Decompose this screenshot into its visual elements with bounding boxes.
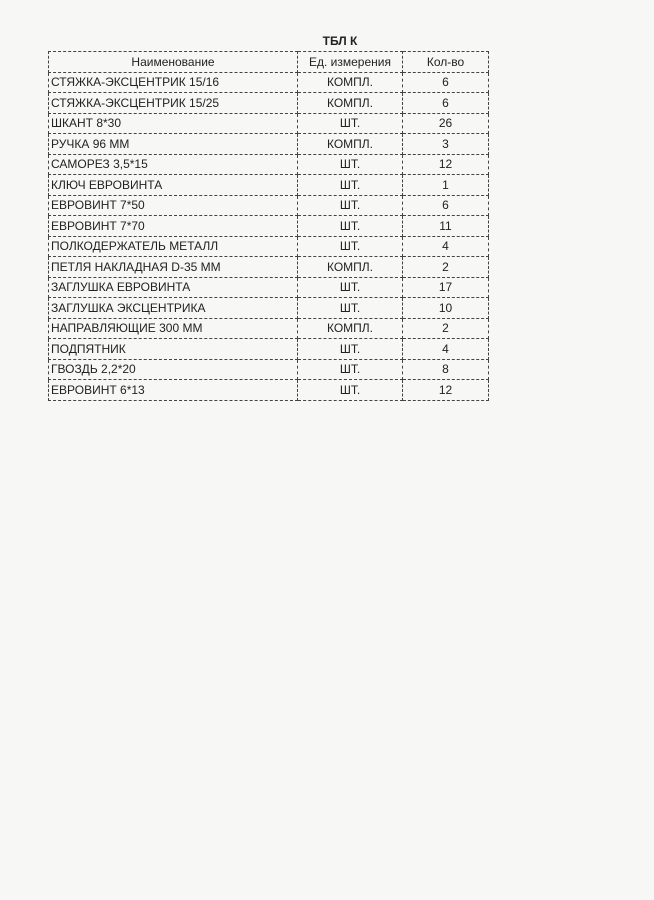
parts-table — [48, 51, 489, 401]
table-row — [49, 318, 489, 339]
cell-qty: 17 — [403, 277, 489, 298]
table-row — [49, 380, 489, 401]
cell-qty: 6 — [403, 195, 489, 216]
cell-qty: 12 — [403, 380, 489, 401]
table-row — [49, 134, 489, 155]
cell-unit: ШТ. — [298, 113, 403, 134]
cell-qty: 4 — [403, 236, 489, 257]
cell-name: ЗАГЛУШКА ЭКСЦЕНТРИКА — [49, 298, 298, 319]
cell-qty: 10 — [403, 298, 489, 319]
cell-qty: 26 — [403, 113, 489, 134]
cell-name: ГВОЗДЬ 2,2*20 — [49, 359, 298, 380]
table-row — [49, 93, 489, 114]
table-title: ТБЛ К — [322, 34, 358, 48]
cell-name: ЕВРОВИНТ 7*50 — [49, 195, 298, 216]
cell-qty: 8 — [403, 359, 489, 380]
header-unit: Ед. измерения — [298, 52, 403, 73]
cell-unit: ШТ. — [298, 195, 403, 216]
cell-name: ПОДПЯТНИК — [49, 339, 298, 360]
cell-name: САМОРЕЗ 3,5*15 — [49, 154, 298, 175]
cell-qty: 4 — [403, 339, 489, 360]
cell-unit: КОМПЛ. — [298, 72, 403, 93]
cell-name: КЛЮЧ ЕВРОВИНТА — [49, 175, 298, 196]
cell-unit: ШТ. — [298, 277, 403, 298]
cell-unit: ШТ. — [298, 380, 403, 401]
cell-unit: КОМПЛ. — [298, 134, 403, 155]
table-row — [49, 277, 489, 298]
cell-name: ЕВРОВИНТ 6*13 — [49, 380, 298, 401]
cell-qty: 1 — [403, 175, 489, 196]
cell-unit: ШТ. — [298, 175, 403, 196]
cell-name: ЗАГЛУШКА ЕВРОВИНТА — [49, 277, 298, 298]
cell-unit: ШТ. — [298, 216, 403, 237]
cell-unit: КОМПЛ. — [298, 93, 403, 114]
cell-unit: ШТ. — [298, 359, 403, 380]
cell-unit: ШТ. — [298, 298, 403, 319]
cell-qty: 6 — [403, 93, 489, 114]
cell-unit: ШТ. — [298, 154, 403, 175]
cell-qty: 6 — [403, 72, 489, 93]
cell-unit: КОМПЛ. — [298, 318, 403, 339]
cell-qty: 2 — [403, 318, 489, 339]
table-row — [49, 216, 489, 237]
table-row — [49, 298, 489, 319]
cell-name: РУЧКА 96 ММ — [49, 134, 298, 155]
cell-qty: 11 — [403, 216, 489, 237]
table-row — [49, 359, 489, 380]
cell-name: ПЕТЛЯ НАКЛАДНАЯ D-35 ММ — [49, 257, 298, 278]
cell-name: ЕВРОВИНТ 7*70 — [49, 216, 298, 237]
cell-qty: 3 — [403, 134, 489, 155]
cell-unit: ШТ. — [298, 236, 403, 257]
header-qty: Кол-во — [403, 52, 489, 73]
cell-unit: ШТ. — [298, 339, 403, 360]
cell-qty: 2 — [403, 257, 489, 278]
table-row — [49, 236, 489, 257]
cell-unit: КОМПЛ. — [298, 257, 403, 278]
table-row — [49, 257, 489, 278]
table-header-row — [49, 52, 489, 73]
cell-name: НАПРАВЛЯЮЩИЕ 300 ММ — [49, 318, 298, 339]
cell-name: СТЯЖКА-ЭКСЦЕНТРИК 15/16 — [49, 72, 298, 93]
table-row — [49, 175, 489, 196]
table-row — [49, 339, 489, 360]
table-row — [49, 154, 489, 175]
cell-name: ПОЛКОДЕРЖАТЕЛЬ МЕТАЛЛ — [49, 236, 298, 257]
table-row — [49, 113, 489, 134]
table-row — [49, 72, 489, 93]
cell-name: ШКАНТ 8*30 — [49, 113, 298, 134]
cell-name: СТЯЖКА-ЭКСЦЕНТРИК 15/25 — [49, 93, 298, 114]
header-name: Наименование — [49, 52, 298, 73]
table-row — [49, 195, 489, 216]
cell-qty: 12 — [403, 154, 489, 175]
